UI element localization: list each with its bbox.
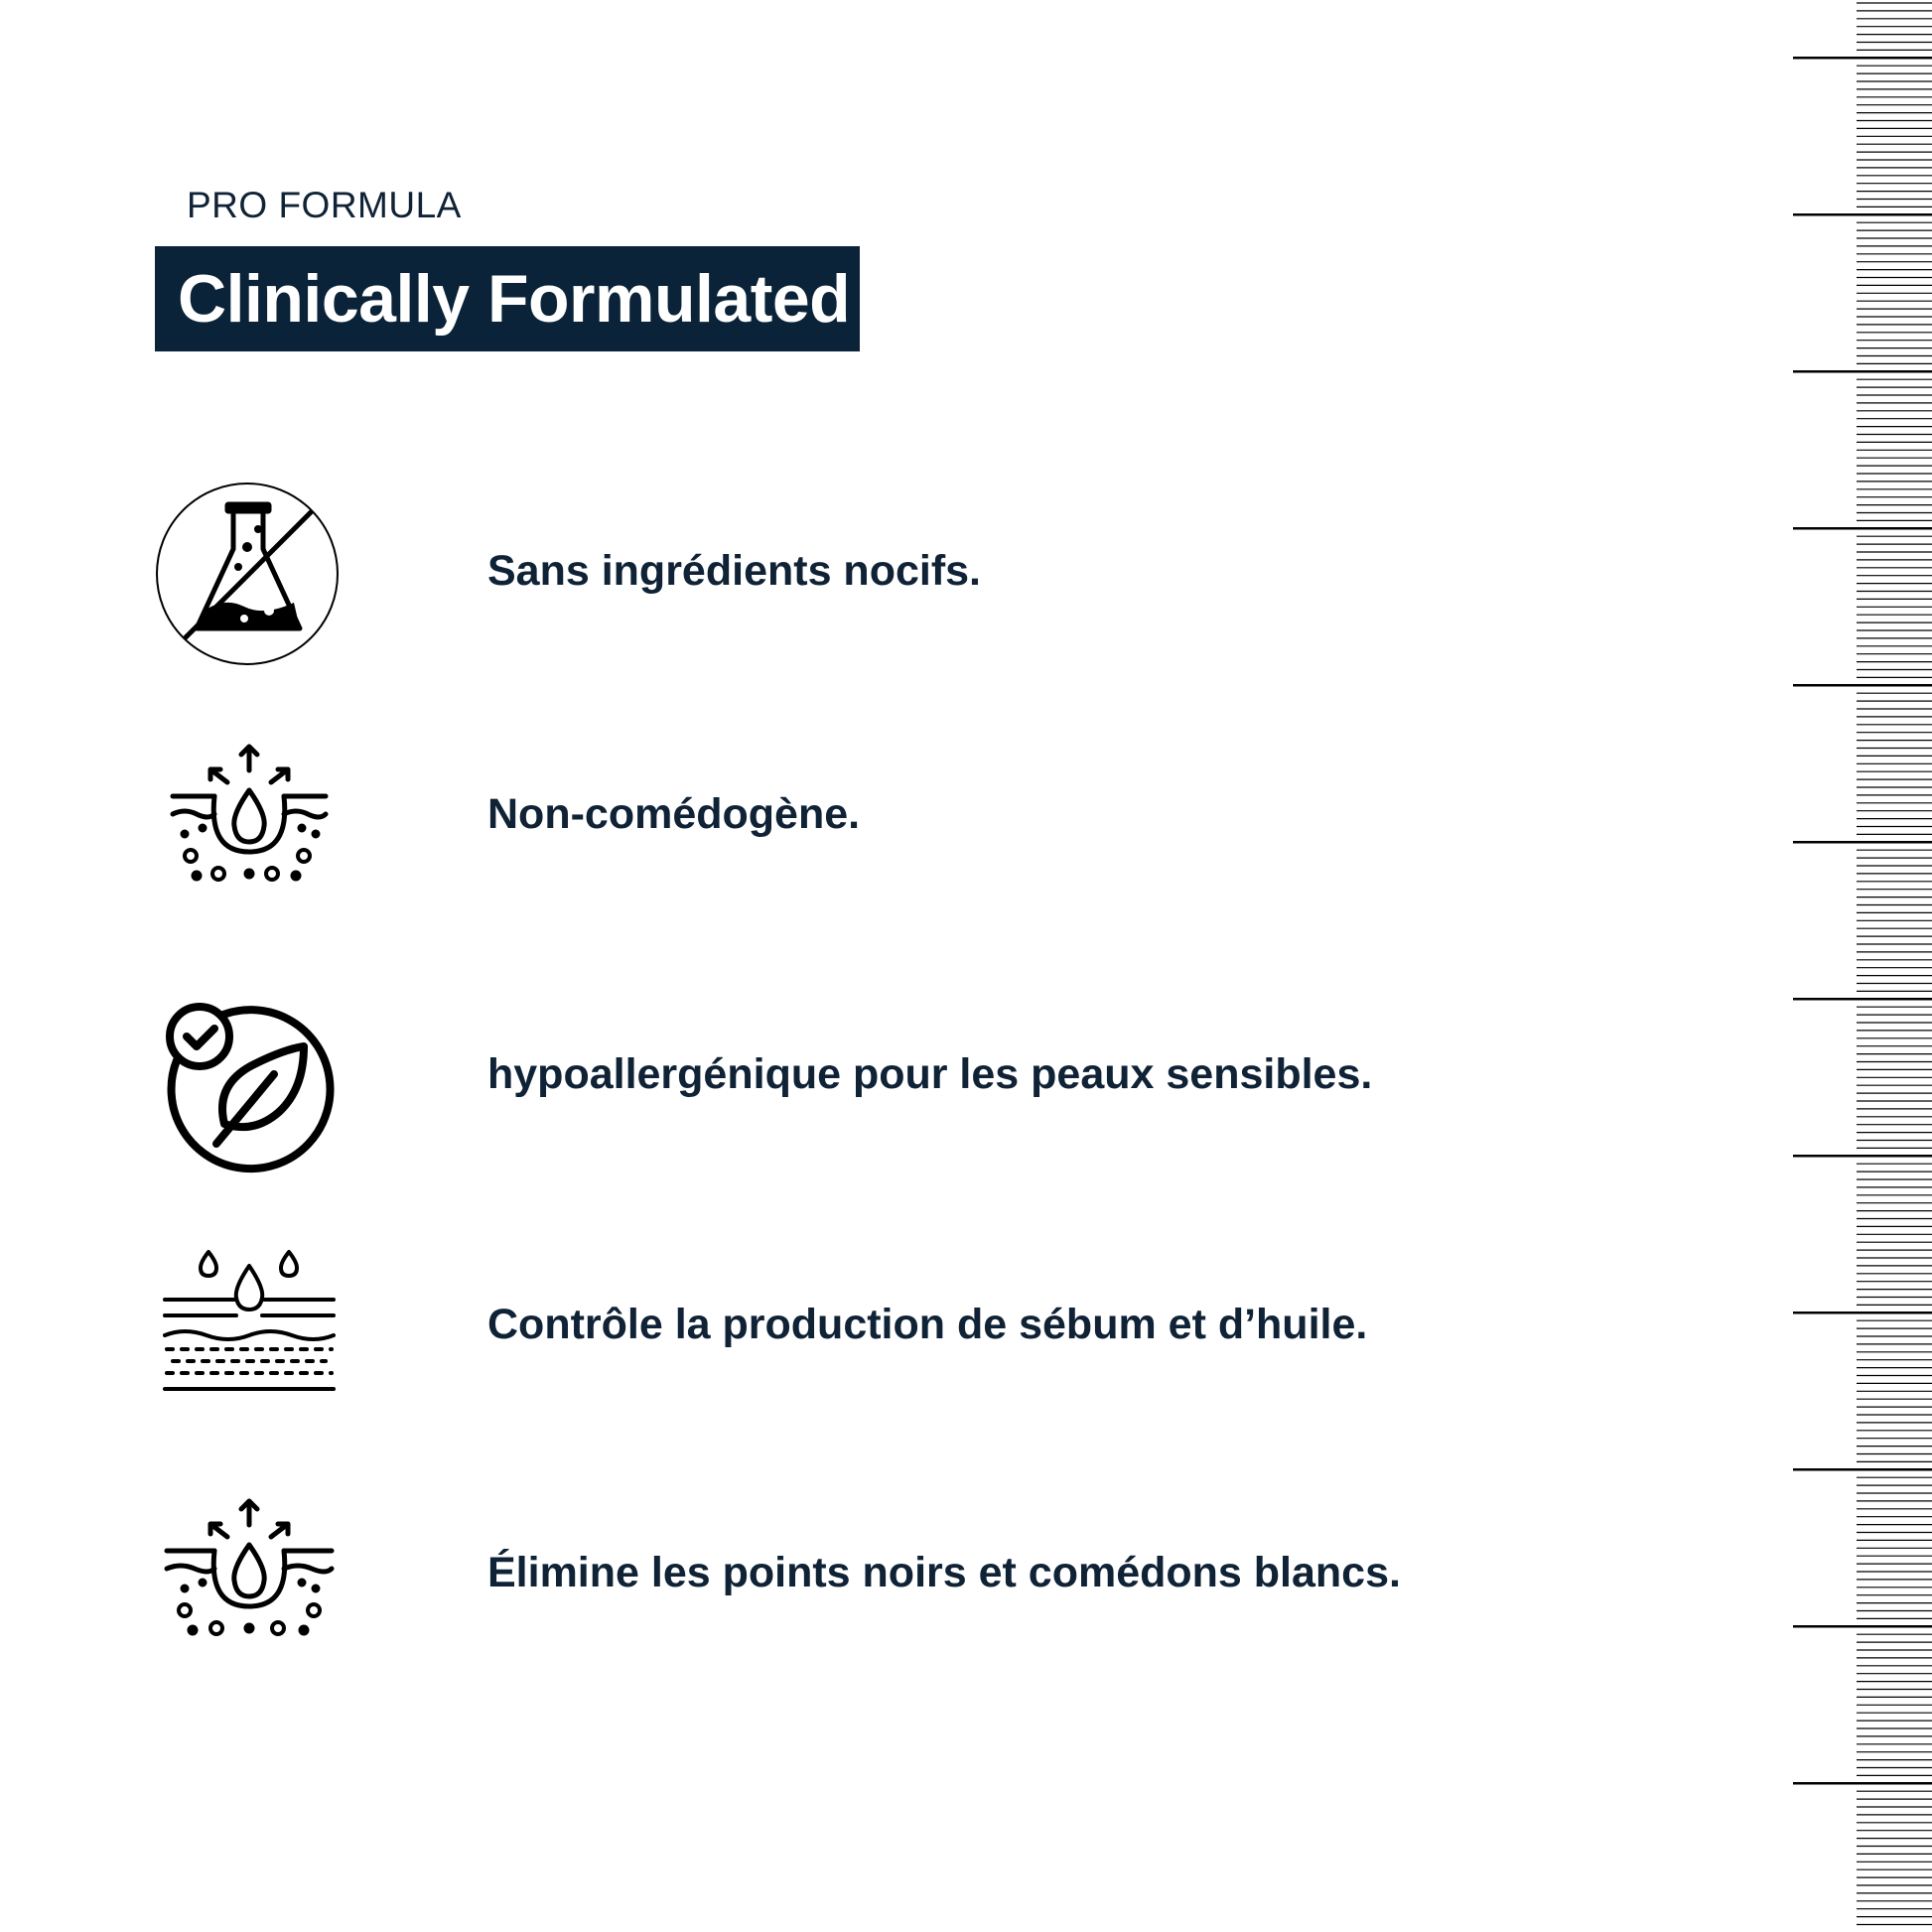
- feature-row: [0, 735, 1489, 933]
- feature-row: [0, 480, 1489, 678]
- blackhead-removal-pore-icon: [155, 1489, 344, 1678]
- title-banner: [155, 246, 860, 351]
- feature-label: Non-comédogène.: [487, 790, 861, 838]
- oil-control-skin-layers-icon: [155, 1244, 344, 1433]
- eyebrow-label: PRO FORMULA: [187, 185, 462, 225]
- feature-label: Contrôle la production de sébum et d’huile.: [487, 1301, 1368, 1348]
- page-title: Clinically Formulated: [178, 261, 851, 337]
- decorative-ruler: [1793, 0, 1932, 1932]
- no-chemicals-flask-icon: [155, 480, 344, 668]
- pore-unclog-icon: [155, 735, 344, 923]
- feature-label: hypoallergénique pour les peaux sensibles.: [487, 1050, 1373, 1098]
- hypoallergenic-leaf-check-icon: [155, 995, 344, 1183]
- feature-row: [0, 1489, 1489, 1688]
- feature-label: Sans ingrédients nocifs.: [487, 547, 981, 595]
- feature-row: [0, 995, 1489, 1193]
- feature-row: [0, 1244, 1489, 1443]
- feature-label: Élimine les points noirs et comédons blancs.: [487, 1549, 1401, 1596]
